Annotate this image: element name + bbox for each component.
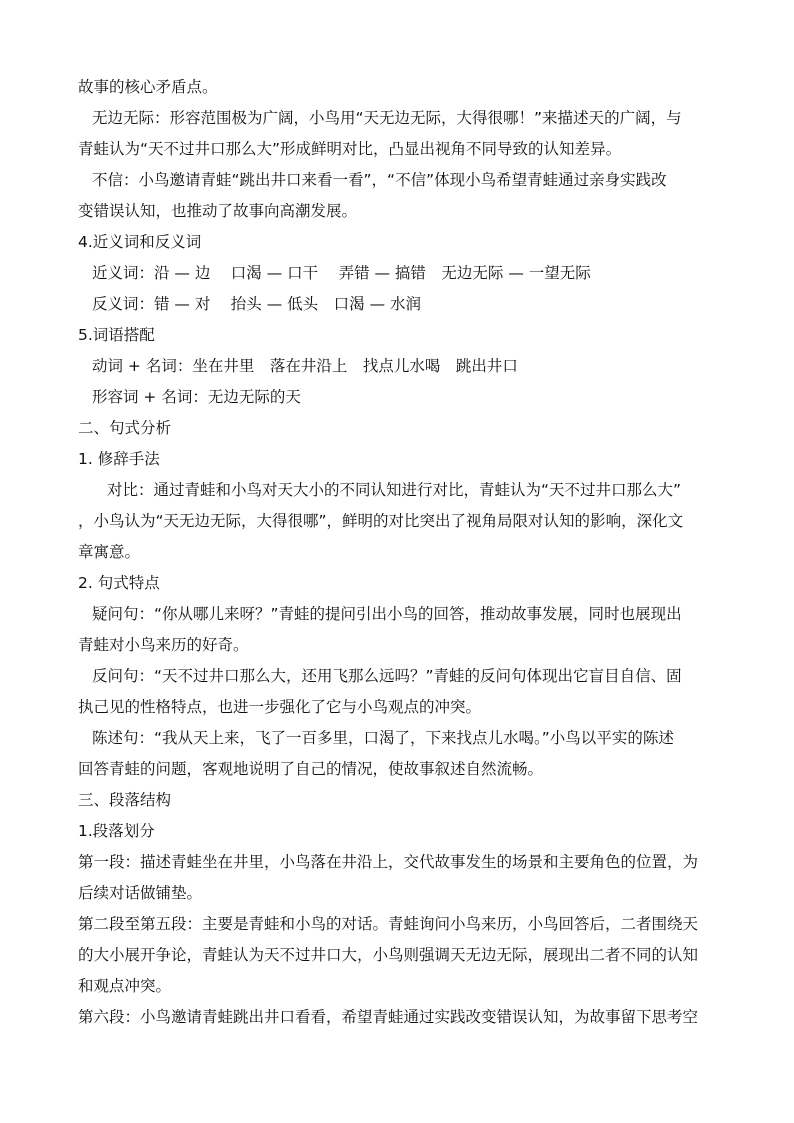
text-line: 动词 + 名词：坐在井里 落在井沿上 找点儿水喝 跳出井口 [92,357,518,375]
text-line: 后续对话做铺垫。 [78,884,203,902]
section-heading: 1. 修辞手法 [78,450,160,468]
text-line: 章寓意。 [78,543,141,561]
text-line: 不信：小鸟邀请青蛙“跳出井口来看一看”，“不信”体现小鸟希望青蛙通过亲身实践改 [92,171,667,189]
text-line: 执己见的性格特点，也进一步强化了它与小鸟观点的冲突。 [78,698,482,716]
text-line: 形容词 + 名词：无边无际的天 [92,388,301,406]
section-heading: 二、句式分析 [78,419,172,437]
text-line: 反问句：“天不过井口那么大，还用飞那么远吗？”青蛙的反问句体现出它盲目自信、固 [92,667,682,685]
text-line: 第一段：描述青蛙坐在井里，小鸟落在井沿上，交代故事发生的场景和主要角色的位置，为 [78,853,699,871]
text-line: 第六段：小鸟邀请青蛙跳出井口看看，希望青蛙通过实践改变错误认知，为故事留下思考空 [78,1008,699,1026]
text-line: 近义词：沿 — 边 口渴 — 口干 弄错 — 搞错 无边无际 — 一望无际 [92,264,591,282]
text-line: 青蛙认为“天不过井口那么大”形成鲜明对比，凸显出视角不同导致的认知差异。 [78,140,622,158]
section-heading: 1.段落划分 [78,822,155,840]
section-heading: 2. 句式特点 [78,574,160,592]
text-line: 故事的核心矛盾点。 [78,78,218,96]
section-heading: 4.近义词和反义词 [78,233,202,251]
text-line: ，小鸟认为“天无边无际，大得很哪”，鲜明的对比突出了视角局限对认知的影响，深化文 [78,512,684,530]
text-line: 青蛙对小鸟来历的好奇。 [78,636,249,654]
text-line: 反义词：错 — 对 抬头 — 低头 口渴 — 水润 [92,295,421,313]
text-line: 陈述句：“我从天上来，飞了一百多里，口渴了，下来找点儿水喝。”小鸟以平实的陈述 [92,729,674,747]
text-line: 无边无际：形容范围极为广阔，小鸟用“天无边无际，大得很哪！”来描述天的广阔，与 [92,109,682,127]
section-heading: 三、段落结构 [78,791,172,809]
section-heading: 5.词语搭配 [78,326,155,344]
text-line: 第二段至第五段：主要是青蛙和小鸟的对话。青蛙询问小鸟来历，小鸟回答后，二者围绕天 [78,915,699,933]
text-line: 变错误认知，也推动了故事向高潮发展。 [78,202,358,220]
text-line: 对比：通过青蛙和小鸟对天大小的不同认知进行对比，青蛙认为“天不过井口那么大” [107,481,682,499]
text-line: 疑问句：“你从哪儿来呀？”青蛙的提问引出小鸟的回答，推动故事发展，同时也展现出 [92,605,682,623]
text-line: 和观点冲突。 [78,977,172,995]
text-line: 回答青蛙的问题，客观地说明了自己的情况，使故事叙述自然流畅。 [78,760,544,778]
text-line: 的大小展开争论，青蛙认为天不过井口大，小鸟则强调天无边无际，展现出二者不同的认知 [78,946,699,964]
